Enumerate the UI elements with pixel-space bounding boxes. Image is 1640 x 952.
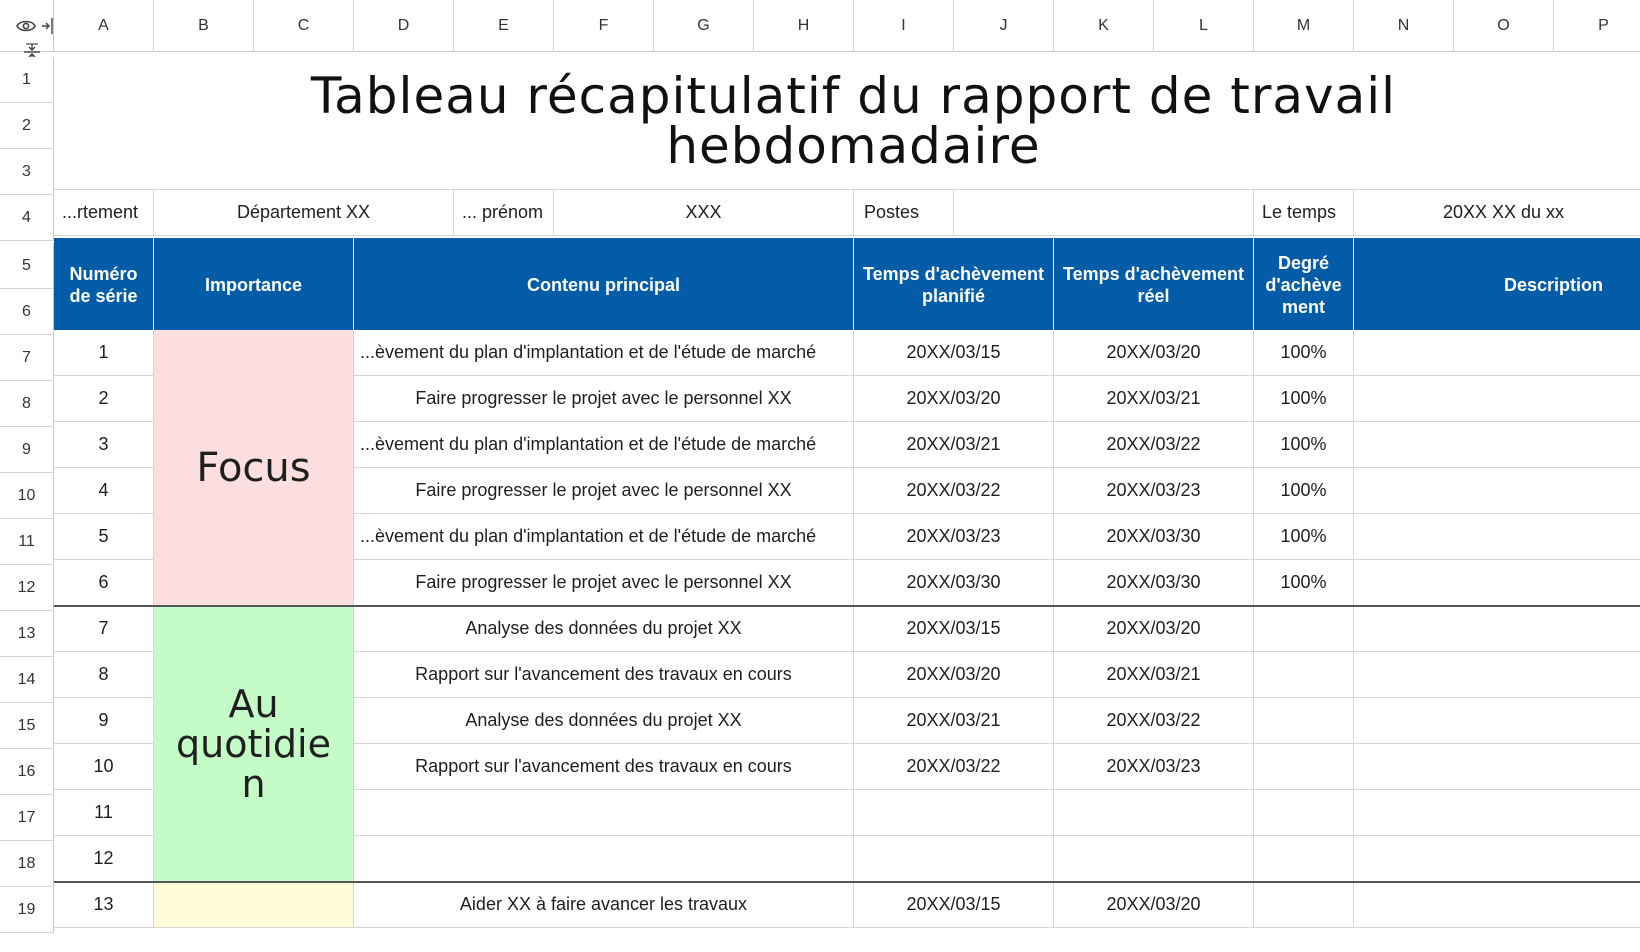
planned-time-cell[interactable]: 20XX/03/20 <box>854 376 1054 422</box>
column-header-o[interactable]: O <box>1454 0 1554 52</box>
importance-third-group[interactable] <box>154 882 354 928</box>
column-header-l[interactable]: L <box>1154 0 1254 52</box>
serial-number-cell[interactable]: 12 <box>54 836 154 882</box>
row-header-4[interactable]: 4 <box>0 195 54 241</box>
column-header-p[interactable]: P <box>1554 0 1640 52</box>
row-header-19[interactable]: 19 <box>0 887 54 933</box>
header-serial-number[interactable]: Numéro de série <box>54 238 154 332</box>
description-cell[interactable] <box>1354 836 1640 882</box>
actual-time-cell[interactable]: 20XX/03/22 <box>1054 698 1254 744</box>
completion-degree-cell[interactable]: 100% <box>1254 330 1354 376</box>
completion-degree-cell[interactable] <box>1254 606 1354 652</box>
main-content-cell[interactable]: Faire progresser le projet avec le personnel XX <box>354 468 854 514</box>
group-separator <box>54 605 1640 607</box>
eye-icon[interactable] <box>16 16 36 36</box>
time-label[interactable]: Le temps <box>1254 190 1354 236</box>
row-header-9[interactable]: 9 <box>0 427 54 473</box>
row-header-12[interactable]: 12 <box>0 565 54 611</box>
description-cell[interactable] <box>1354 606 1640 652</box>
planned-time-cell[interactable]: 20XX/03/15 <box>854 882 1054 928</box>
main-content-cell[interactable]: Analyse des données du projet XX <box>354 698 854 744</box>
completion-degree-cell[interactable]: 100% <box>1254 422 1354 468</box>
column-header-i[interactable]: I <box>854 0 954 52</box>
planned-time-cell[interactable]: 20XX/03/22 <box>854 744 1054 790</box>
completion-degree-cell[interactable] <box>1254 698 1354 744</box>
main-content-cell[interactable]: Faire progresser le projet avec le personnel XX <box>354 560 854 606</box>
description-cell[interactable] <box>1354 652 1640 698</box>
column-header-k[interactable]: K <box>1054 0 1154 52</box>
group-separator <box>54 881 1640 883</box>
row-header-13[interactable]: 13 <box>0 611 54 657</box>
main-content-cell[interactable]: ...èvement du plan d'implantation et de l'étude de marché <box>354 422 854 468</box>
planned-time-cell[interactable]: 20XX/03/15 <box>854 606 1054 652</box>
column-header-g[interactable]: G <box>654 0 754 52</box>
row-header-17[interactable]: 17 <box>0 795 54 841</box>
row-header-2[interactable]: 2 <box>0 103 54 149</box>
planned-time-cell[interactable]: 20XX/03/21 <box>854 698 1054 744</box>
serial-number-cell[interactable]: 5 <box>54 514 154 560</box>
sheet-title[interactable]: Tableau récapitulatif du rapport de travail hebdomadaire <box>54 52 1640 190</box>
serial-number-cell[interactable]: 7 <box>54 606 154 652</box>
actual-time-cell[interactable]: 20XX/03/22 <box>1054 422 1254 468</box>
header-description[interactable]: Description <box>1354 238 1640 332</box>
post-label[interactable]: Postes <box>854 190 954 236</box>
description-cell[interactable] <box>1354 330 1640 376</box>
serial-number-cell[interactable]: 8 <box>54 652 154 698</box>
description-cell[interactable] <box>1354 422 1640 468</box>
serial-number-cell[interactable]: 10 <box>54 744 154 790</box>
serial-number-cell[interactable]: 4 <box>54 468 154 514</box>
planned-time-cell[interactable]: 20XX/03/23 <box>854 514 1054 560</box>
post-value[interactable] <box>954 190 1254 236</box>
time-value[interactable]: 20XX XX du xx <box>1354 190 1640 236</box>
column-header-h[interactable]: H <box>754 0 854 52</box>
column-header-n[interactable]: N <box>1354 0 1454 52</box>
serial-number-cell[interactable]: 2 <box>54 376 154 422</box>
serial-number-cell[interactable]: 11 <box>54 790 154 836</box>
row-header-15[interactable]: 15 <box>0 703 54 749</box>
description-cell[interactable] <box>1354 376 1640 422</box>
actual-time-cell[interactable]: 20XX/03/30 <box>1054 514 1254 560</box>
serial-number-cell[interactable]: 9 <box>54 698 154 744</box>
row-header-5[interactable]: 5 <box>0 243 54 289</box>
planned-time-cell[interactable]: 20XX/03/30 <box>854 560 1054 606</box>
column-header-b[interactable]: B <box>154 0 254 52</box>
serial-number-cell[interactable]: 13 <box>54 882 154 928</box>
row-header-8[interactable]: 8 <box>0 381 54 427</box>
main-content-cell[interactable] <box>354 790 854 836</box>
main-content-cell[interactable]: ...èvement du plan d'implantation et de l'étude de marché <box>354 330 854 376</box>
main-content-cell[interactable]: ...èvement du plan d'implantation et de l'étude de marché <box>354 514 854 560</box>
completion-degree-cell[interactable] <box>1254 882 1354 928</box>
main-content-cell[interactable]: Rapport sur l'avancement des travaux en cours <box>354 652 854 698</box>
planned-time-cell[interactable] <box>854 790 1054 836</box>
actual-time-cell[interactable]: 20XX/03/20 <box>1054 882 1254 928</box>
completion-degree-cell[interactable]: 100% <box>1254 560 1354 606</box>
header-planned-time[interactable]: Temps d'achèvement planifié <box>854 238 1054 332</box>
main-content-cell[interactable]: Faire progresser le projet avec le personnel XX <box>354 376 854 422</box>
importance-daily[interactable]: Au quotidie n <box>154 606 354 882</box>
serial-number-cell[interactable]: 1 <box>54 330 154 376</box>
completion-degree-cell[interactable] <box>1254 652 1354 698</box>
description-cell[interactable] <box>1354 744 1640 790</box>
completion-degree-cell[interactable] <box>1254 744 1354 790</box>
header-importance[interactable]: Importance <box>154 238 354 332</box>
importance-focus[interactable]: Focus <box>154 330 354 606</box>
planned-time-cell[interactable]: 20XX/03/15 <box>854 330 1054 376</box>
actual-time-cell[interactable]: 20XX/03/21 <box>1054 376 1254 422</box>
actual-time-cell[interactable]: 20XX/03/30 <box>1054 560 1254 606</box>
description-cell[interactable] <box>1354 790 1640 836</box>
header-main-content[interactable]: Contenu principal <box>354 238 854 332</box>
row-header-18[interactable]: 18 <box>0 841 54 887</box>
completion-degree-cell[interactable]: 100% <box>1254 376 1354 422</box>
header-completion-degree[interactable]: Degré d'achève ment <box>1254 238 1354 332</box>
description-cell[interactable] <box>1354 882 1640 928</box>
department-label[interactable]: ...rtement <box>54 190 154 236</box>
planned-time-cell[interactable]: 20XX/03/22 <box>854 468 1054 514</box>
row-header-11[interactable]: 11 <box>0 519 54 565</box>
planned-time-cell[interactable]: 20XX/03/21 <box>854 422 1054 468</box>
completion-degree-cell[interactable] <box>1254 836 1354 882</box>
actual-time-cell[interactable] <box>1054 790 1254 836</box>
actual-time-cell[interactable]: 20XX/03/23 <box>1054 744 1254 790</box>
main-content-cell[interactable]: Analyse des données du projet XX <box>354 606 854 652</box>
description-cell[interactable] <box>1354 514 1640 560</box>
description-cell[interactable] <box>1354 698 1640 744</box>
row-header-3[interactable]: 3 <box>0 149 54 195</box>
main-content-cell[interactable]: Aider XX à faire avancer les travaux <box>354 882 854 928</box>
name-value[interactable]: XXX <box>554 190 854 236</box>
actual-time-cell[interactable]: 20XX/03/23 <box>1054 468 1254 514</box>
row-header-1[interactable]: 1 <box>0 57 54 103</box>
description-cell[interactable] <box>1354 468 1640 514</box>
planned-time-cell[interactable]: 20XX/03/20 <box>854 652 1054 698</box>
row-header-16[interactable]: 16 <box>0 749 54 795</box>
main-content-cell[interactable]: Rapport sur l'avancement des travaux en cours <box>354 744 854 790</box>
actual-time-cell[interactable]: 20XX/03/20 <box>1054 330 1254 376</box>
column-header-a[interactable]: A <box>54 0 154 52</box>
actual-time-cell[interactable]: 20XX/03/21 <box>1054 652 1254 698</box>
column-header-e[interactable]: E <box>454 0 554 52</box>
serial-number-cell[interactable]: 3 <box>54 422 154 468</box>
completion-degree-cell[interactable] <box>1254 790 1354 836</box>
completion-degree-cell[interactable]: 100% <box>1254 468 1354 514</box>
actual-time-cell[interactable]: 20XX/03/20 <box>1054 606 1254 652</box>
planned-time-cell[interactable] <box>854 836 1054 882</box>
row-header-10[interactable]: 10 <box>0 473 54 519</box>
actual-time-cell[interactable] <box>1054 836 1254 882</box>
main-content-cell[interactable] <box>354 836 854 882</box>
row-header-6[interactable]: 6 <box>0 289 54 335</box>
description-cell[interactable] <box>1354 560 1640 606</box>
column-header-j[interactable]: J <box>954 0 1054 52</box>
column-header-c[interactable]: C <box>254 0 354 52</box>
row-header-14[interactable]: 14 <box>0 657 54 703</box>
column-header-f[interactable]: F <box>554 0 654 52</box>
column-header-m[interactable]: M <box>1254 0 1354 52</box>
row-header-7[interactable]: 7 <box>0 335 54 381</box>
department-value[interactable]: Département XX <box>154 190 454 236</box>
name-label[interactable]: ... prénom <box>454 190 554 236</box>
completion-degree-cell[interactable]: 100% <box>1254 514 1354 560</box>
column-header-d[interactable]: D <box>354 0 454 52</box>
serial-number-cell[interactable]: 6 <box>54 560 154 606</box>
header-actual-time[interactable]: Temps d'achèvement réel <box>1054 238 1254 332</box>
